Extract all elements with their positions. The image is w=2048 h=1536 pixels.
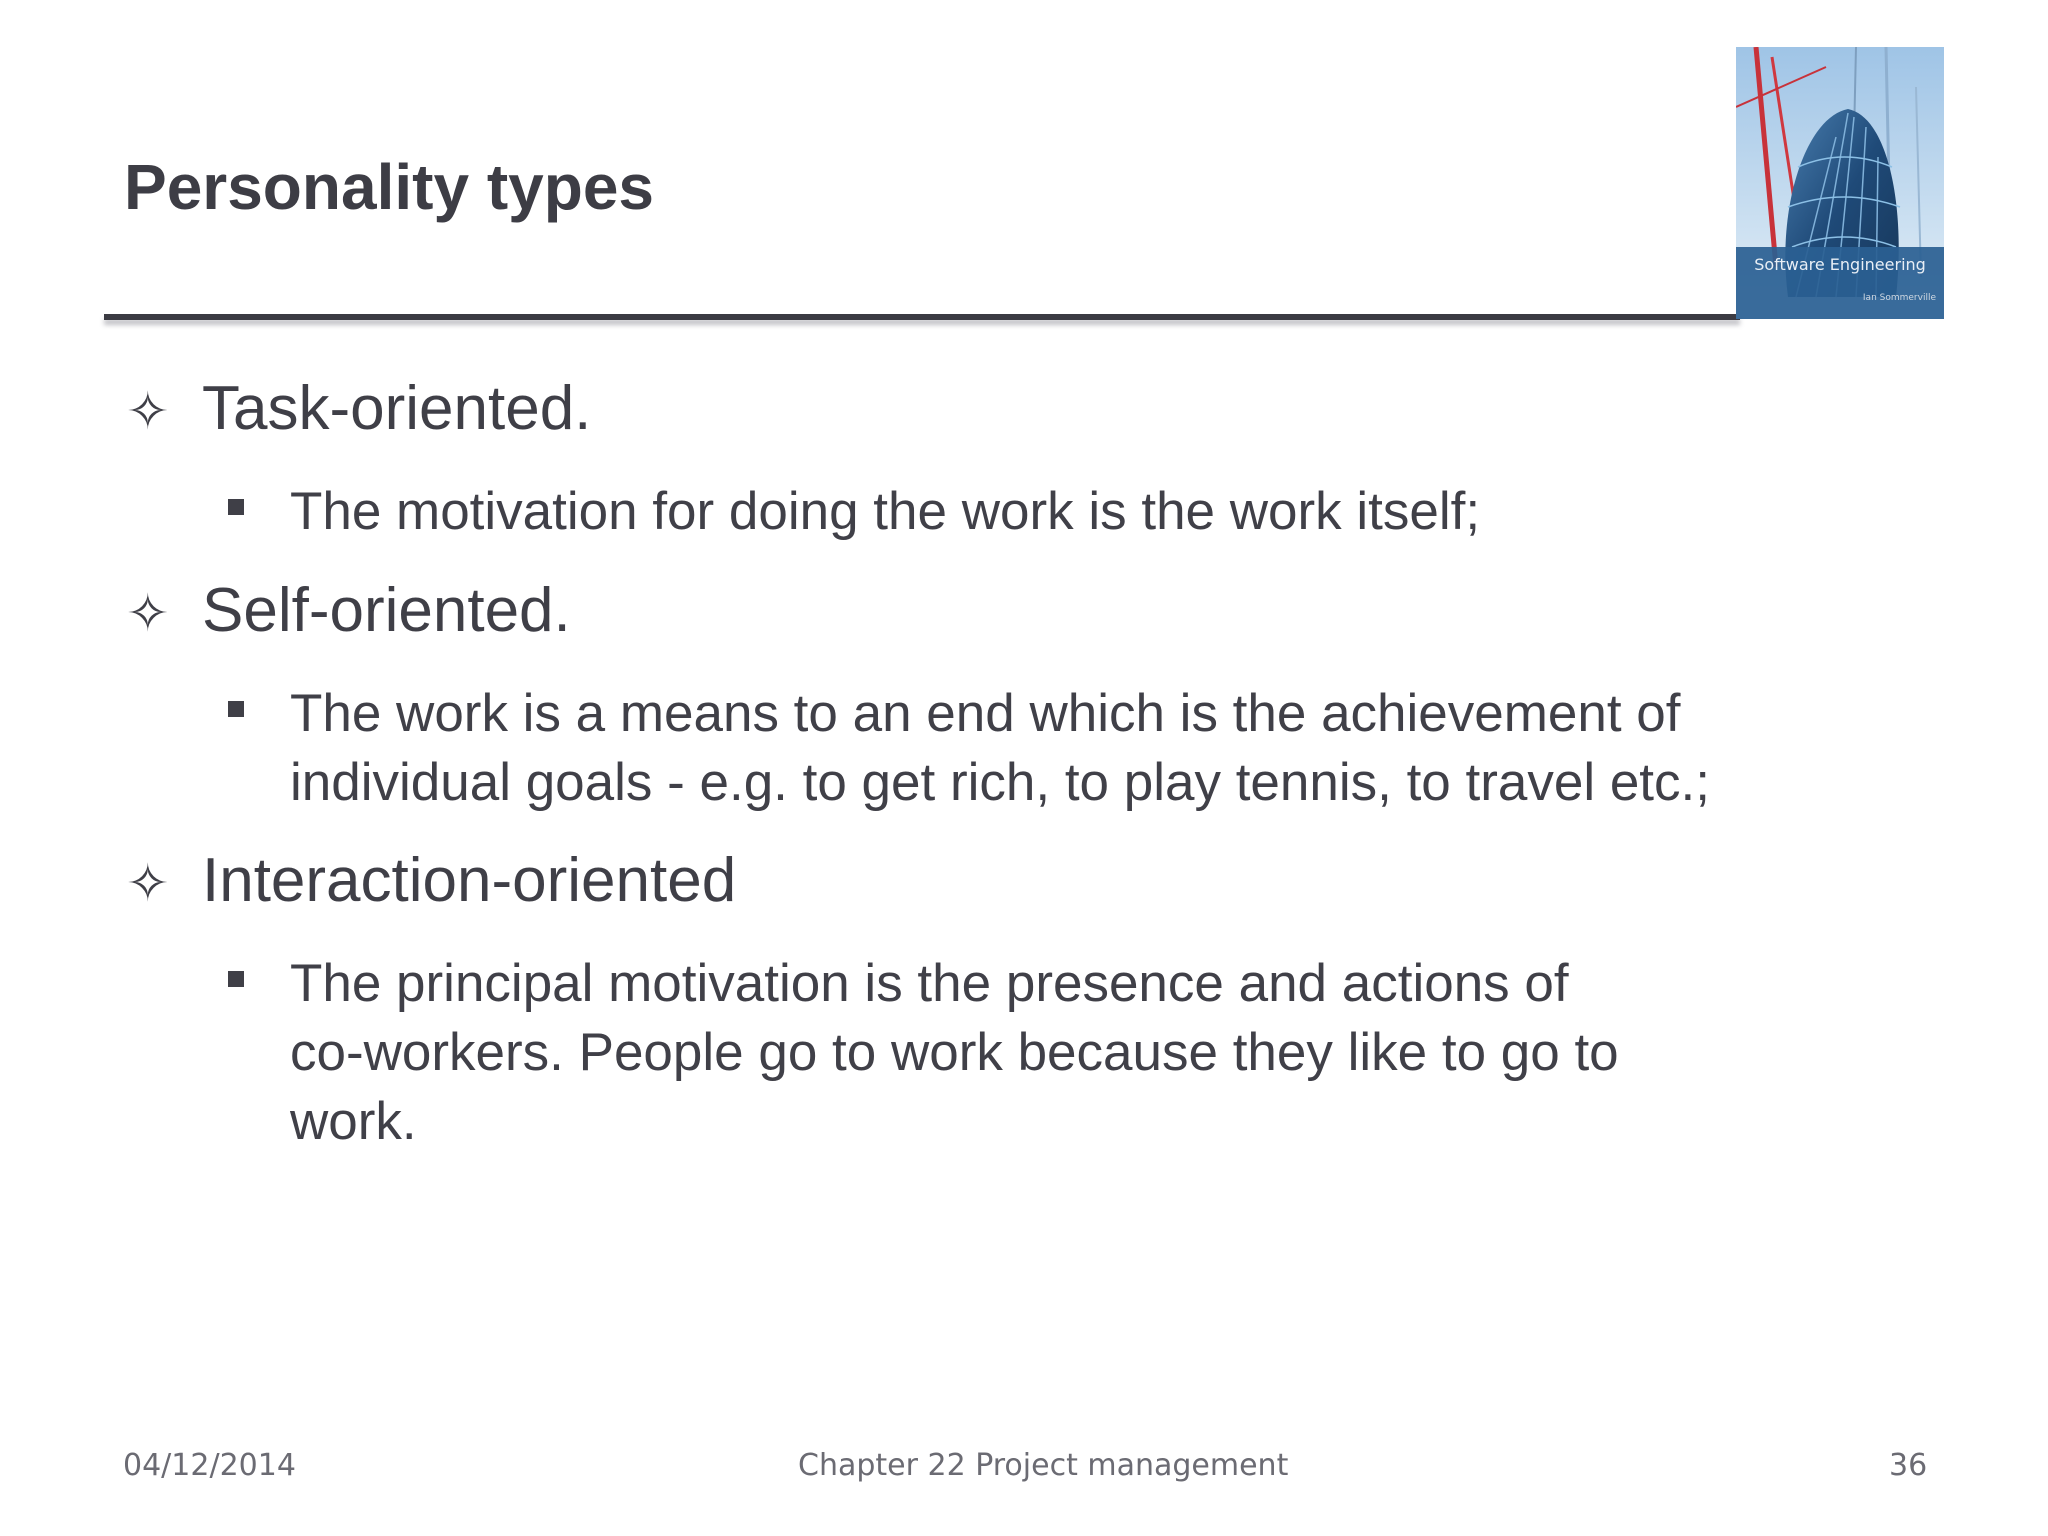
square-bullet-icon xyxy=(228,971,244,987)
sub-bullet-text: individual goals - e.g. to get rich, to play tennis, to travel etc.; xyxy=(290,753,1710,812)
footer-date: 04/12/2014 xyxy=(123,1448,296,1483)
star-bullet-icon: ✧ xyxy=(126,383,170,441)
sub-bullet-text: co-workers. People go to work because they like to go to xyxy=(290,1023,1619,1082)
title-divider xyxy=(104,314,1740,320)
cover-illustration xyxy=(1736,47,1944,319)
sub-bullet-text: The motivation for doing the work is the work itself; xyxy=(290,482,1481,541)
slide-title: Personality types xyxy=(124,151,654,223)
book-cover-image xyxy=(1736,47,1944,319)
bullet-item xyxy=(126,575,571,646)
bullet-heading: Self-oriented. xyxy=(202,576,571,645)
bullet-heading: Task-oriented. xyxy=(202,374,592,443)
bullet-item xyxy=(126,845,736,916)
sub-bullet-text: The work is a means to an end which is the achievement of xyxy=(290,684,1681,743)
square-bullet-icon xyxy=(228,499,244,515)
footer-chapter: Chapter 22 Project management xyxy=(798,1448,1289,1483)
star-bullet-icon: ✧ xyxy=(126,855,170,913)
cover-author-text: Ian Sommerville xyxy=(1862,293,1936,303)
cover-title-text: Software Engineering xyxy=(1754,255,1926,274)
sub-bullet-text: work. xyxy=(290,1092,417,1151)
star-bullet-icon: ✧ xyxy=(126,585,170,643)
sub-bullet-text: The principal motivation is the presence and actions of xyxy=(290,954,1569,1013)
bullet-heading: Interaction-oriented xyxy=(202,846,737,915)
footer-page-number: 36 xyxy=(1889,1448,1928,1483)
square-bullet-icon xyxy=(228,701,244,717)
bullet-item xyxy=(126,373,591,444)
